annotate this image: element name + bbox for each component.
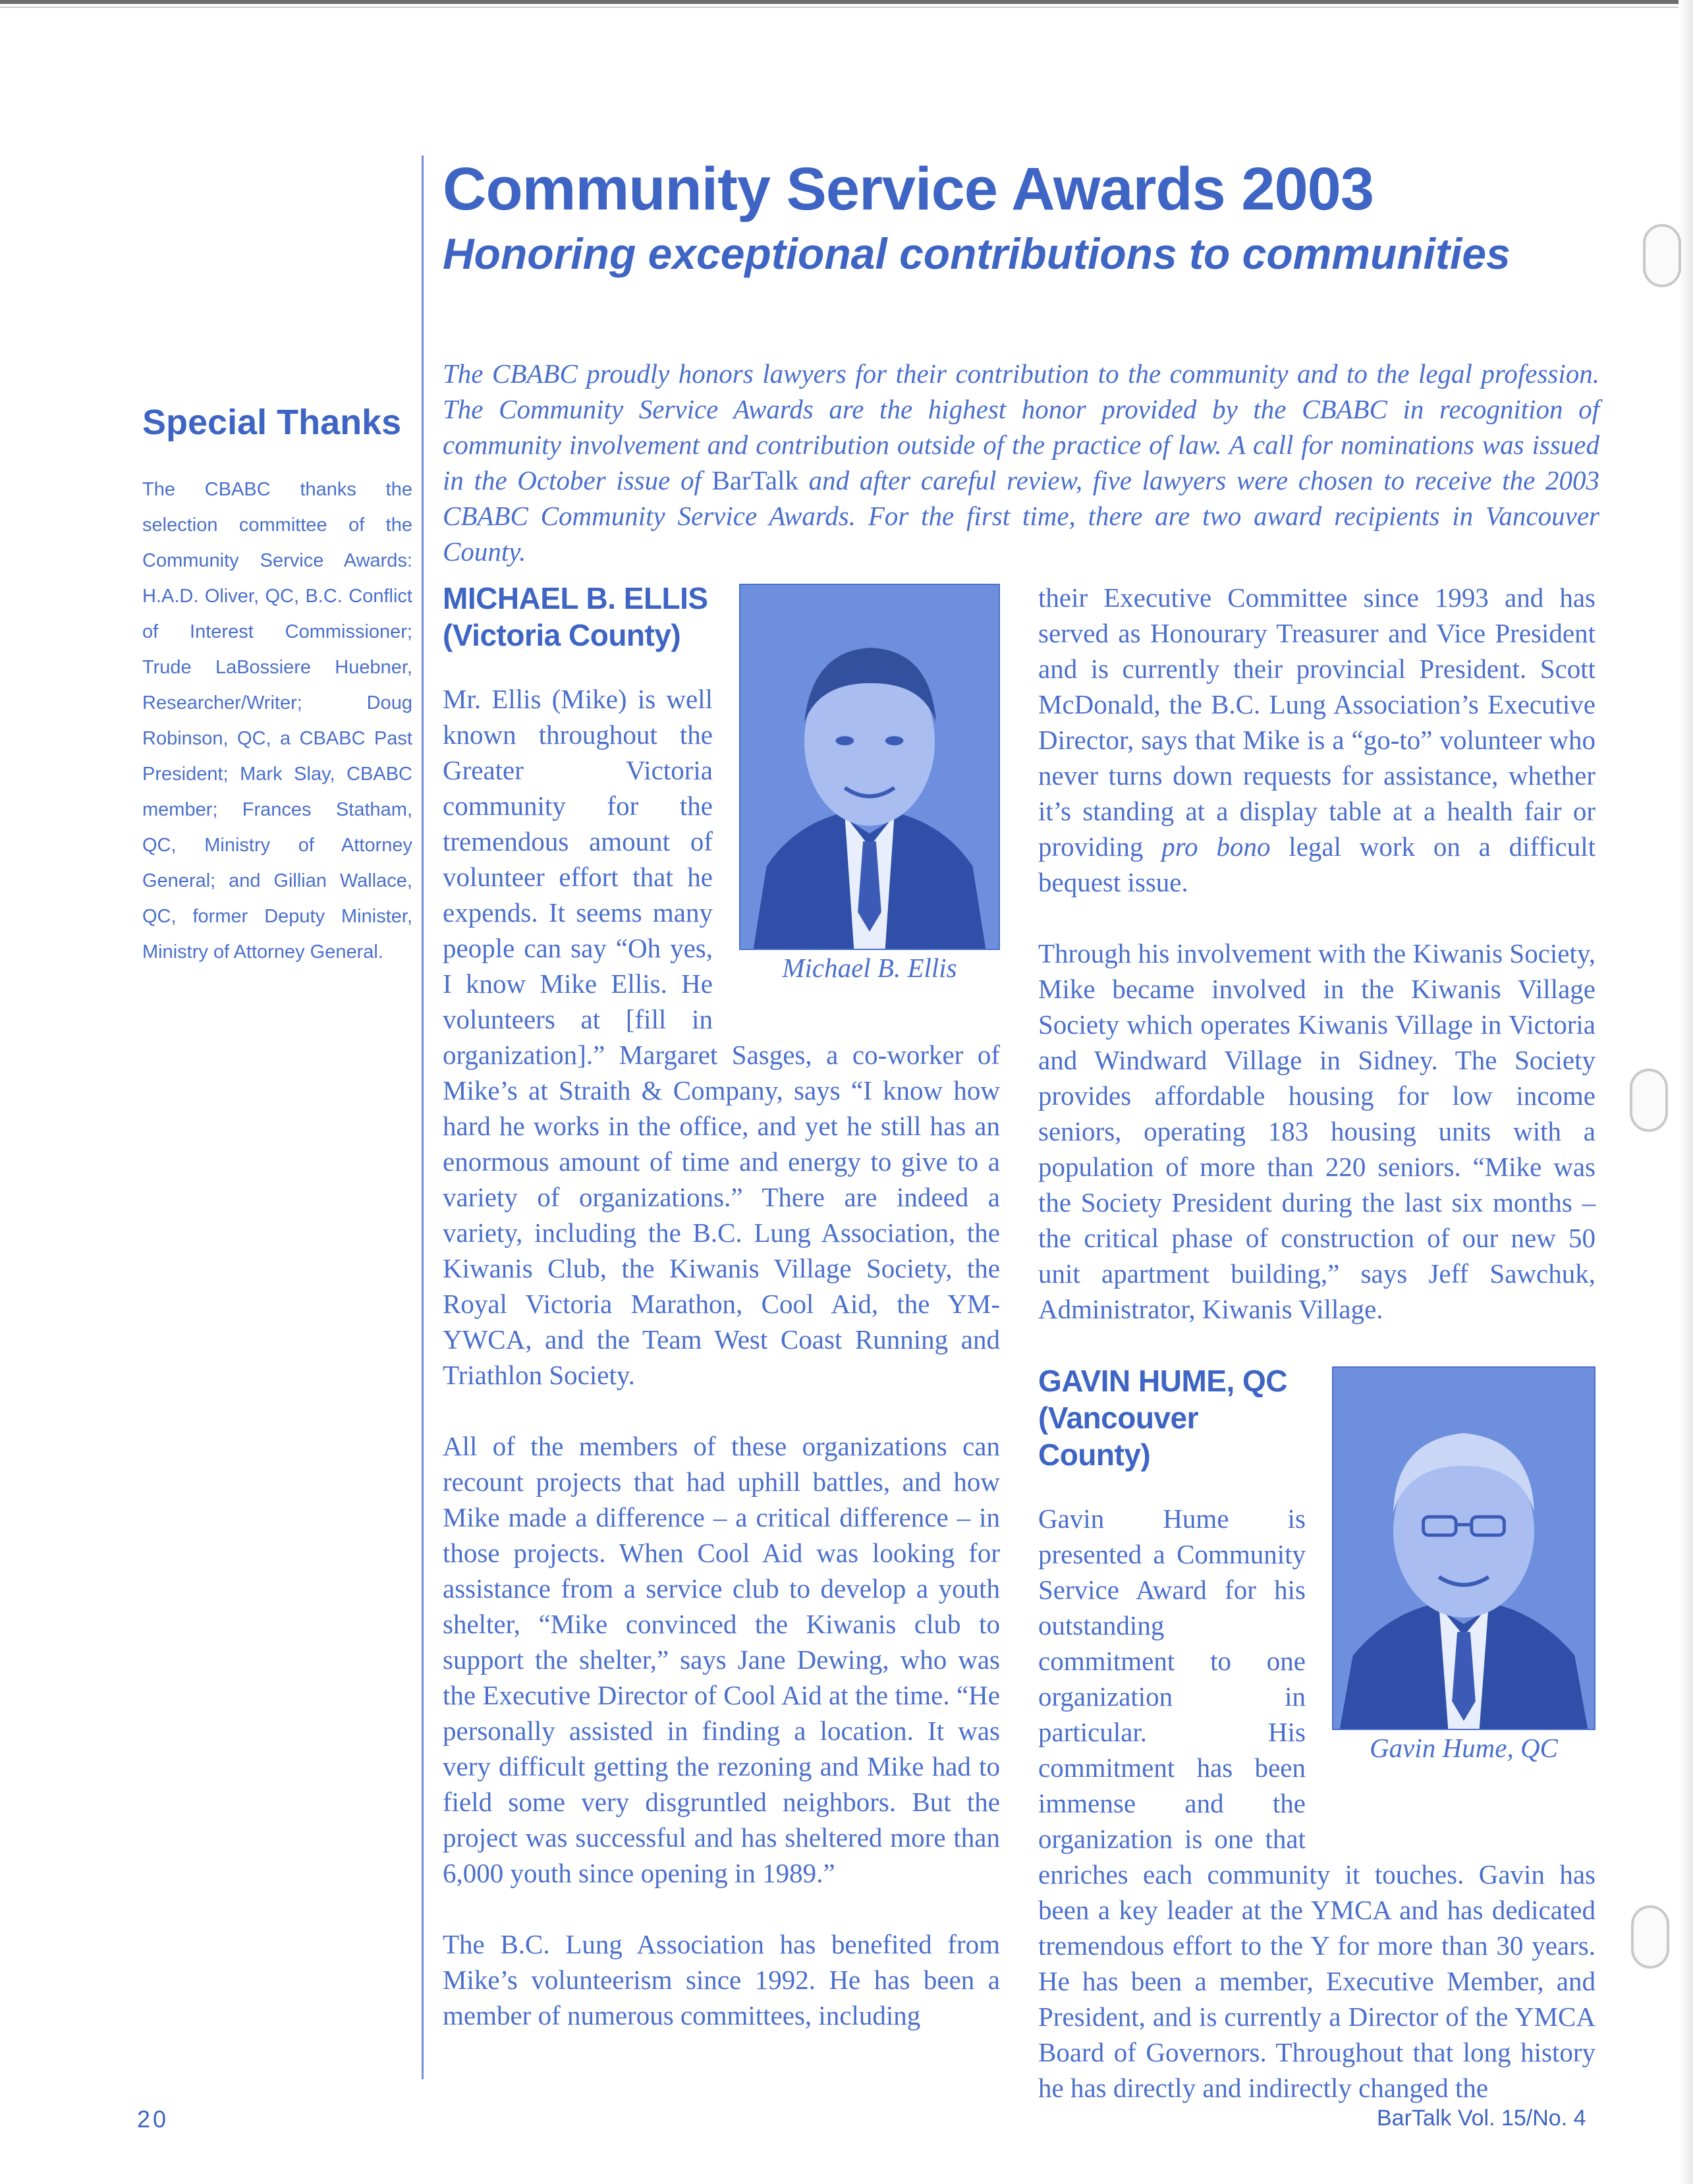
ellis-paragraph-2: All of the members of these organizations can recount projects that had uphill battles, and how Mike made a difference – a critical difference – in those projects. When Cool Aid was looking for assistance from a service club to develop a youth shelter, “Mike convinced the Kiwanis club to support the shelter,” says Jane Dewing, who was the Executive Director of Cool Aid at the time. “He personally assisted in finding a location. It was very difficult getting the rezoning and Mike had to field some very disgruntled neighbors. But the project was successful and has sheltered more than 6,000 youth since opening in 1989.” bbox=[443, 1431, 1000, 1888]
hume-photo bbox=[1332, 1366, 1596, 1730]
top-edge-rule bbox=[0, 0, 1693, 4]
special-thanks-sidebar bbox=[142, 399, 412, 970]
ellis-paragraph-3: The B.C. Lung Association has benefited from Mike’s volunteerism since 1992. He has been a member of numerous committees, including bbox=[443, 1929, 1000, 2030]
hume-name: GAVIN HUME, QC bbox=[1038, 1364, 1288, 1398]
ellis-paragraph-4-em: pro bono bbox=[1161, 831, 1271, 862]
ellis-paragraph-5: Through his involvement with the Kiwanis Society, Mike became involved in the Kiwanis Village Society which operates Kiwanis Village in Victoria and Windward Village in Sidney. The Society provides affordable housing for low income seniors, operating 183 housing units with a population of more than 220 seniors. “Mike was the Society President during the last six months – the critical phase of construction of our new 50 unit apartment building,” says Jeff Sawchuk, Administrator, Kiwanis Village. bbox=[1038, 938, 1596, 1324]
intro-text-part2: and after careful review, five lawyers were chosen to receive the 2003 CBABC Community Service Awards. For the first time, there are two award recipients in Vancouver County. bbox=[443, 465, 1599, 567]
article-column-left bbox=[443, 580, 1000, 2069]
intro-text-part1: The CBABC proudly honors lawyers for their contribution to the community and to the legal profession. The Community Service Awards are the highest honor provided by the CBABC in recognition of community involvement and contribution outside of the practice of law. A call for nominations was issued in the October issue of bbox=[443, 358, 1599, 495]
page-number: 20 bbox=[137, 2106, 169, 2133]
ellis-paragraph-4-b: legal work on a difficult bequest issue. bbox=[1038, 831, 1596, 897]
portrait-man-icon bbox=[1333, 1368, 1594, 1729]
page-subtitle: Honoring exceptional contributions to communities bbox=[443, 229, 1511, 278]
ellis-photo bbox=[739, 584, 1000, 950]
article-column-right bbox=[1038, 580, 1596, 2141]
intro-magazine-name: BarTalk bbox=[711, 465, 798, 495]
page-right-edge bbox=[1679, 0, 1693, 2184]
top-edge-rule-secondary bbox=[0, 7, 1693, 8]
hume-county: (Vancouver County) bbox=[1038, 1401, 1198, 1472]
intro-paragraph bbox=[443, 356, 1599, 569]
ellis-paragraph-1: Mr. Ellis (Mike) is well known throughout the Greater Victoria community for the tremendous amount of volunteer effort that he expends. It seems many people can say “Oh yes, I know Mike Ellis. He volunteers at [fill in organization].” Margaret Sasges, a co-worker of Mike’s at Straith & Company, says “I know how hard he works in the office, and yet he still has an enormous amount of time and energy to give to a variety of organizations.” There are indeed a variety, including the B.C. Lung Association, the Kiwanis Club, the Kiwanis Village Society, the Royal Victoria Marathon, Cool Aid, the YM-YWCA, and the Team West Coast Running and Triathlon Society. bbox=[443, 684, 1000, 1390]
ellis-photo-figure bbox=[713, 580, 1000, 1028]
ellis-paragraph-4 bbox=[1038, 580, 1596, 900]
binder-hole bbox=[1630, 1069, 1668, 1132]
ellis-paragraph-4-a: their Executive Committee since 1993 and has served as Honourary Treasurer and Vice President and is currently their provincial President. Scott McDonald, the B.C. Lung Association’s Executive Director, says that Mike is a “go-to” volunteer who never turns down requests for assistance, whether it’s standing at a display table at a health fair or providing bbox=[1038, 582, 1596, 862]
hume-photo-caption: Gavin Hume, QC bbox=[1370, 1733, 1558, 1763]
ellis-photo-caption: Michael B. Ellis bbox=[782, 953, 957, 983]
column-divider bbox=[422, 155, 424, 2079]
sidebar-heading: Special Thanks bbox=[142, 403, 402, 442]
binder-hole bbox=[1631, 1905, 1669, 1969]
sidebar-body: The CBABC thanks the selection committee of the Community Service Awards: H.A.D. Oliver, QC, B.C. Conflict of Interest Commissioner; Trude LaBossiere Huebner, Researcher/Writer; Doug Robinson, QC, a CBABC Past President; Mark Slay, CBABC member; Frances Statham, QC, Ministry of Attorney General; and Gillian Wallace, QC, former Deputy Minister, Ministry of Attorney General. bbox=[142, 479, 412, 963]
hume-paragraph-1: Gavin Hume is presented a Community Service Award for his outstanding commitment to one organization in particular. His commitment has been immense and the organization is one that enriches each community it touches. Gavin has been a key leader at the YMCA and has dedicated tremendous effort to the Y for more than 30 years. He has been a member, Executive Member, and President, and is currently a Director of the YMCA Board of Governors. Throughout that long history he has directly and indirectly changed the bbox=[1038, 1503, 1596, 2103]
page-title: Community Service Awards 2003 bbox=[443, 155, 1374, 223]
publication-footer: BarTalk Vol. 15/No. 4 bbox=[1377, 2106, 1586, 2131]
hume-photo-figure bbox=[1306, 1362, 1596, 1824]
ellis-name: MICHAEL B. ELLIS bbox=[443, 581, 708, 615]
ellis-county: (Victoria County) bbox=[443, 618, 681, 652]
portrait-man-icon bbox=[740, 585, 999, 949]
